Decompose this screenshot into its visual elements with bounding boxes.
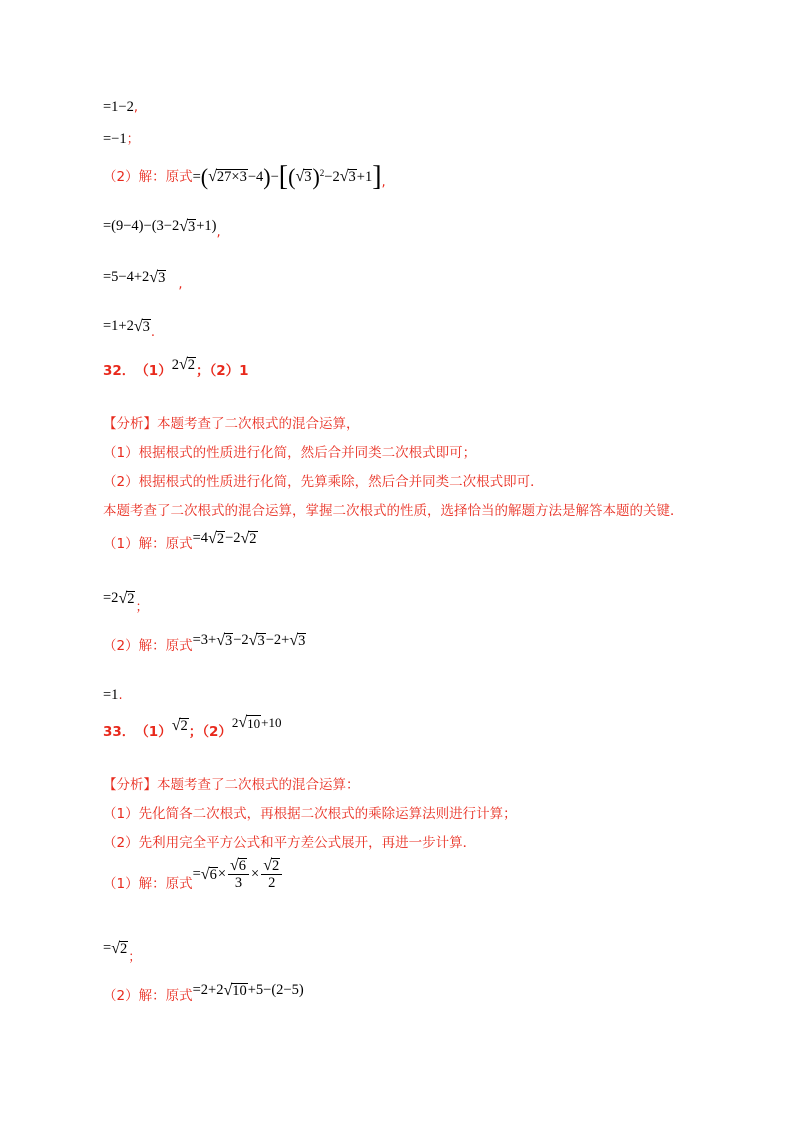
q32-solution-1: [103, 530, 258, 553]
line-6: [103, 313, 155, 340]
math-expr: = √ 6 × √ 6 3 × √ 2 2: [193, 858, 285, 891]
q33-solution-1: [103, 858, 284, 895]
solution-label: （2）解：原式: [103, 169, 193, 185]
solution-label: （2）解：原式: [103, 638, 193, 654]
math-expr: = ( √ 27×3 −4 ) − [ ( √ 3 ) 2 −2 √ 3 +1 ]: [192, 161, 382, 192]
line-5: [103, 263, 182, 292]
line-2: [103, 128, 140, 148]
solution-label: （1）解：原式: [103, 536, 193, 552]
question-number: 33．: [103, 724, 136, 740]
solution-label: （1）解：原式: [103, 876, 193, 892]
q33-solution-2: [103, 982, 304, 1005]
math-expr: =1−2: [103, 99, 134, 115]
analysis-step: （2）先利用完全平方公式和平方差公式展开，再进一步计算．: [103, 835, 477, 851]
line-1: [103, 96, 138, 116]
line-4: [103, 213, 221, 240]
q32-solution-2: [103, 632, 306, 655]
part-label: ；（2）1: [195, 363, 249, 379]
math-expr: = √ 2: [103, 939, 128, 957]
q32-result-1: [103, 582, 148, 615]
punctuation: ；: [126, 132, 140, 147]
math-expr: =1+2 √ 3: [103, 317, 150, 335]
math-expr: =5−4+2 √ 3: [103, 268, 166, 286]
punctuation: ；: [128, 950, 142, 965]
punctuation: ,: [381, 174, 386, 190]
part-label: ；（2）: [188, 724, 232, 740]
analysis-title: 【分析】本题考查了二次根式的混合运算：: [103, 777, 360, 793]
math-expr: √ 2: [171, 717, 188, 734]
punctuation: ；: [135, 600, 149, 615]
q32-answer: [103, 356, 249, 380]
q33-answer: [103, 714, 282, 741]
math-expr: =−1: [103, 131, 127, 147]
math-expr: =2+2 √ 10 +5−(2−5): [192, 981, 304, 999]
punctuation: .: [118, 688, 123, 703]
math-expr: 2 √ 10 +10: [231, 714, 282, 731]
analysis-step: （1）先化简各二次根式，再根据二次根式的乘除运算法则进行计算；: [103, 806, 517, 822]
math-expr: =4 √ 2 −2 √ 2: [192, 529, 257, 547]
analysis-step: （1）根据根式的性质进行化简，然后合并同类二次根式即可；: [103, 445, 477, 461]
punctuation: .: [150, 325, 156, 340]
math-expr: =3+ √ 3 −2 √ 3 −2+ √ 3: [192, 631, 306, 649]
punctuation: ,: [133, 100, 138, 115]
q32-result-2: [103, 684, 123, 704]
question-number: 32．: [103, 363, 136, 379]
q33-result-1: [103, 932, 141, 965]
math-expr: =(9−4)−(3−2 √ 3 +1): [103, 217, 217, 235]
math-expr: 2 √ 2: [171, 356, 195, 373]
analysis-step: （2）根据根式的性质进行化简，先算乘除，然后合并同类二次根式即可．: [103, 474, 544, 490]
line-3: [103, 163, 386, 191]
part-label: （1）: [135, 363, 172, 379]
punctuation: ,: [216, 225, 221, 240]
analysis-title: 【分析】本题考查了二次根式的混合运算，: [103, 416, 360, 432]
math-expr: =2 √ 2: [103, 589, 135, 607]
part-label: （1）: [135, 724, 172, 740]
punctuation: ,: [178, 277, 183, 292]
analysis-summary: 本题考查了二次根式的混合运算，掌握二次根式的性质，选择恰当的解题方法是解答本题的关键．: [103, 503, 684, 519]
math-expr: =1: [103, 687, 119, 703]
solution-label: （2）解：原式: [103, 988, 193, 1004]
